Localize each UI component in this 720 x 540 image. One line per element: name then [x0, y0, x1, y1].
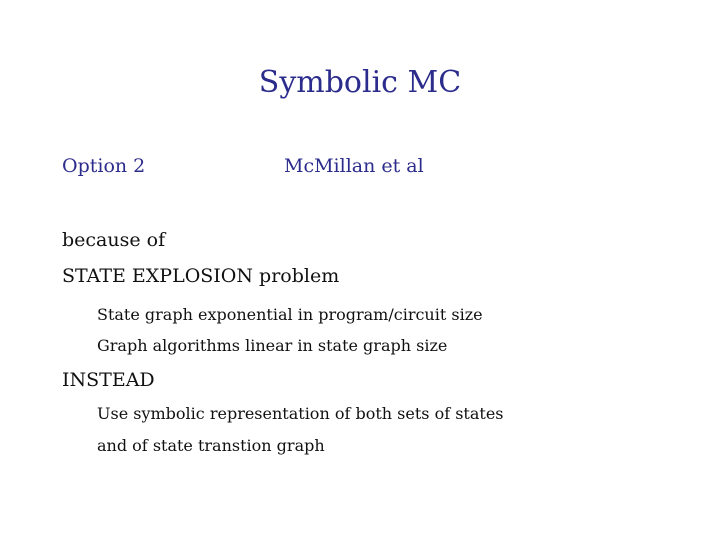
body-line-state-explosion: STATE EXPLOSION problem	[62, 265, 340, 287]
slide-title-text: Symbolic MC	[258, 65, 462, 100]
body-line-because-of: because of	[62, 229, 166, 251]
body-subline-graph-algorithms: Graph algorithms linear in state graph size	[97, 336, 448, 355]
body-line-instead: INSTEAD	[62, 369, 155, 391]
attribution: McMillan et al	[284, 155, 424, 177]
body-subline-symbolic-representation: Use symbolic representation of both sets of states	[97, 404, 504, 423]
body-subline-state-graph: State graph exponential in program/circuit size	[97, 305, 483, 324]
slide-title	[0, 66, 720, 99]
body-subline-transition-graph: and of state transtion graph	[97, 436, 325, 455]
option-label: Option 2	[62, 155, 146, 177]
